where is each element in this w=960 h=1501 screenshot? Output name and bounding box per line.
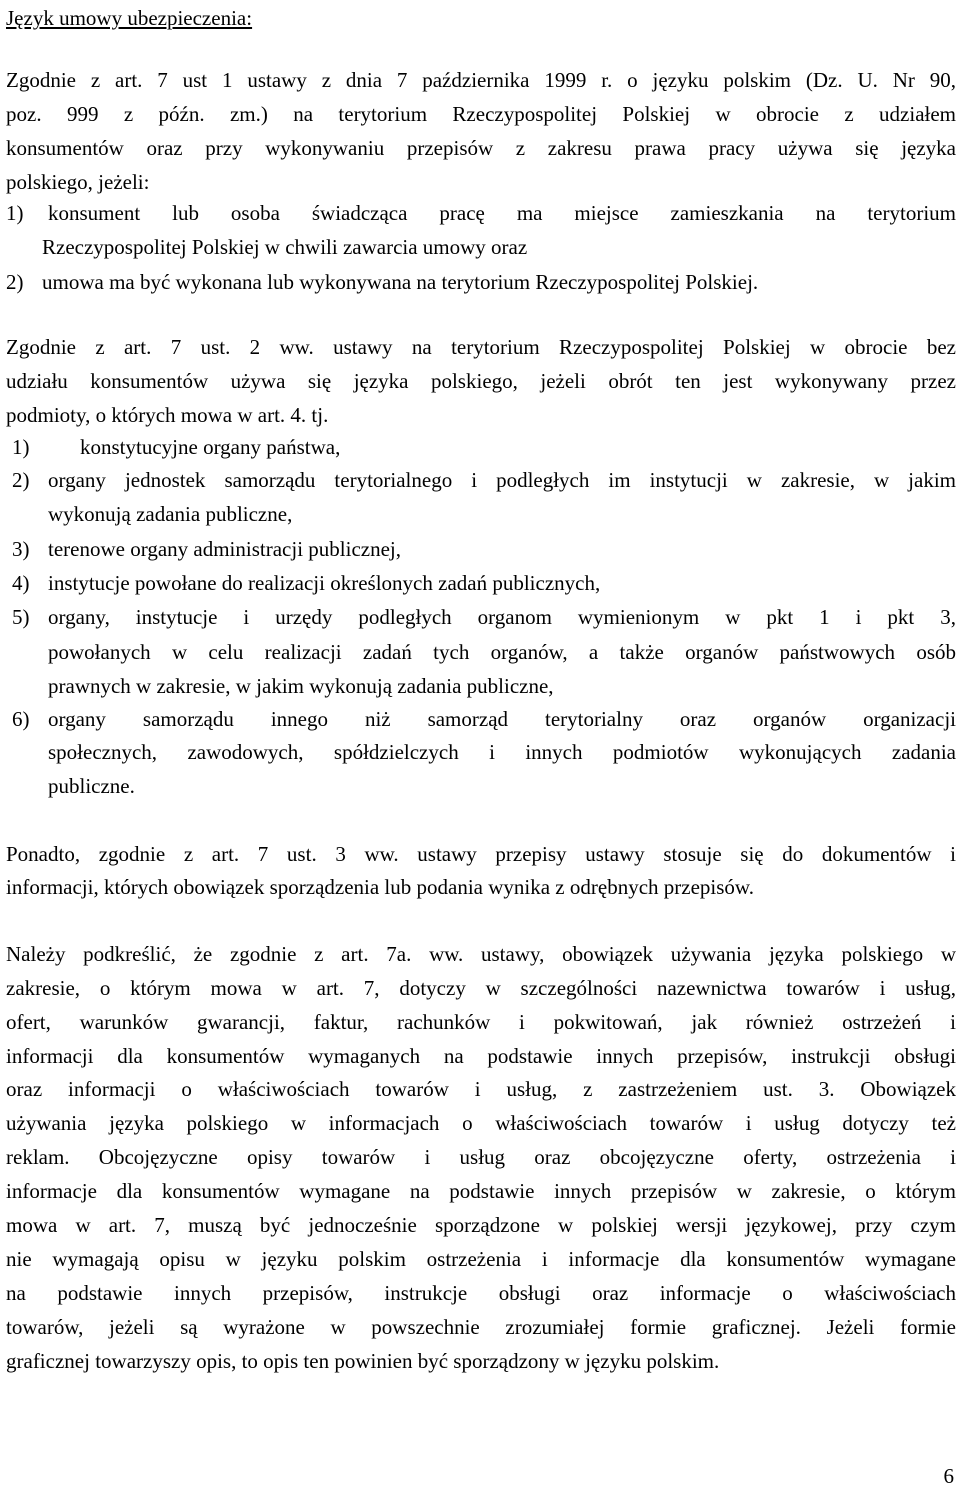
paragraph-line: informacji, których obowiązek sporządzenia lub podania wynika z odrębnych przepisów. (6, 875, 754, 899)
paragraph-line: na podstawie innych przepisów, instrukcje obsługi oraz informacje o właściwościach (6, 1281, 956, 1305)
list-item-number: 1) (6, 201, 24, 225)
list-item-text: społecznych, zawodowych, spółdzielczych i innych podmiotów wykonujących zadania (48, 740, 956, 764)
list-item-text: powołanych w celu realizacji zadań tych organów, a także organów państwowych osób (48, 640, 956, 664)
paragraph-line: polskiego, jeżeli: (6, 170, 150, 194)
list-item-text: prawnych w zakresie, w jakim wykonują zadania publiczne, (48, 674, 554, 698)
paragraph-line: zakresie, o którym mowa w art. 7, dotyczy w szczególności nazewnictwa towarów i usług, (6, 976, 956, 1000)
list-item-number: 2) (12, 468, 30, 492)
paragraph-line: nie wymagają opisu w języku polskim ostrzeżenia i informacje dla konsumentów wymagane (6, 1247, 956, 1271)
list-item-number: 1) (12, 435, 30, 459)
paragraph-line: oraz informacji o właściwościach towarów i usług, z zastrzeżeniem ust. 3. Obowiązek (6, 1077, 956, 1101)
list-item-text: instytucje powołane do realizacji określonych zadań publicznych, (48, 571, 601, 595)
list-item-text: organy jednostek samorządu terytorialnego i podległych im instytucji w zakresie, w jakim (48, 468, 956, 492)
paragraph-line: towarów, jeżeli są wyrażone w powszechnie zrozumiałej formie graficznej. Jeżeli formie (6, 1315, 956, 1339)
list-item-text: wykonują zadania publiczne, (48, 502, 293, 526)
page-number: 6 (943, 1464, 954, 1488)
paragraph-line: konsumentów oraz przy wykonywaniu przepisów z zakresu prawa pracy używa się języka (6, 136, 956, 160)
paragraph-line: mowa w art. 7, muszą być jednocześnie sporządzone w polskiej wersji językowej, przy czym (6, 1213, 956, 1237)
list-item-text: publiczne. (48, 774, 135, 798)
paragraph-line: poz. 999 z późn. zm.) na terytorium Rzeczypospolitej Polskiej w obrocie z udziałem (6, 102, 956, 126)
paragraph-line: reklam. Obcojęzyczne opisy towarów i usług oraz obcojęzyczne oferty, ostrzeżenia i (6, 1145, 956, 1169)
paragraph-line: graficznej towarzyszy opis, to opis ten powinien być sporządzony w języku polskim. (6, 1349, 720, 1373)
list-item-text: umowa ma być wykonana lub wykonywana na terytorium Rzeczypospolitej Polskiej. (42, 270, 759, 294)
list-item-text: organy samorządu innego niż samorząd terytorialny oraz organów organizacji (48, 707, 956, 731)
paragraph-line: informacje dla konsumentów wymagane na podstawie innych przepisów w zakresie, o którym (6, 1179, 956, 1203)
list-item-text: terenowe organy administracji publicznej, (48, 537, 401, 561)
paragraph-line: Zgodnie z art. 7 ust. 2 ww. ustawy na terytorium Rzeczypospolitej Polskiej w obrocie bez (6, 335, 956, 359)
paragraph-line: informacji dla konsumentów wymaganych na podstawie innych przepisów, instrukcji obsługi (6, 1044, 956, 1068)
list-item-text: konsument lub osoba świadcząca pracę ma miejsce zamieszkania na terytorium (48, 201, 956, 225)
list-item-number: 4) (12, 571, 30, 595)
paragraph-line: ofert, warunków gwarancji, faktur, rachunków i pokwitowań, jak również ostrzeżeń i (6, 1010, 956, 1034)
paragraph-line: Zgodnie z art. 7 ust 1 ustawy z dnia 7 października 1999 r. o języku polskim (Dz. U. Nr 90, (6, 68, 956, 92)
list-item-text: konstytucyjne organy państwa, (80, 435, 341, 459)
list-item-number: 3) (12, 537, 30, 561)
list-item-number: 2) (6, 270, 24, 294)
section-heading: Język umowy ubezpieczenia: (6, 6, 253, 30)
paragraph-line: podmioty, o których mowa w art. 4. tj. (6, 403, 329, 427)
list-item-number: 6) (12, 707, 30, 731)
paragraph-line: Ponadto, zgodnie z art. 7 ust. 3 ww. ustawy przepisy ustawy stosuje się do dokumentów i (6, 842, 956, 866)
list-item-text: organy, instytucje i urzędy podległych organom wymienionym w pkt 1 i pkt 3, (48, 605, 956, 629)
list-item-number: 5) (12, 605, 30, 629)
paragraph-line: udziału konsumentów używa się języka polskiego, jeżeli obrót ten jest wykonywany przez (6, 369, 956, 393)
paragraph-line: używania języka polskiego w informacjach o właściwościach towarów i usług dotyczy też (6, 1111, 956, 1135)
list-item-text: Rzeczypospolitej Polskiej w chwili zawarcia umowy oraz (42, 235, 528, 259)
paragraph-line: Należy podkreślić, że zgodnie z art. 7a. ww. ustawy, obowiązek używania języka polskiego w (6, 942, 956, 966)
